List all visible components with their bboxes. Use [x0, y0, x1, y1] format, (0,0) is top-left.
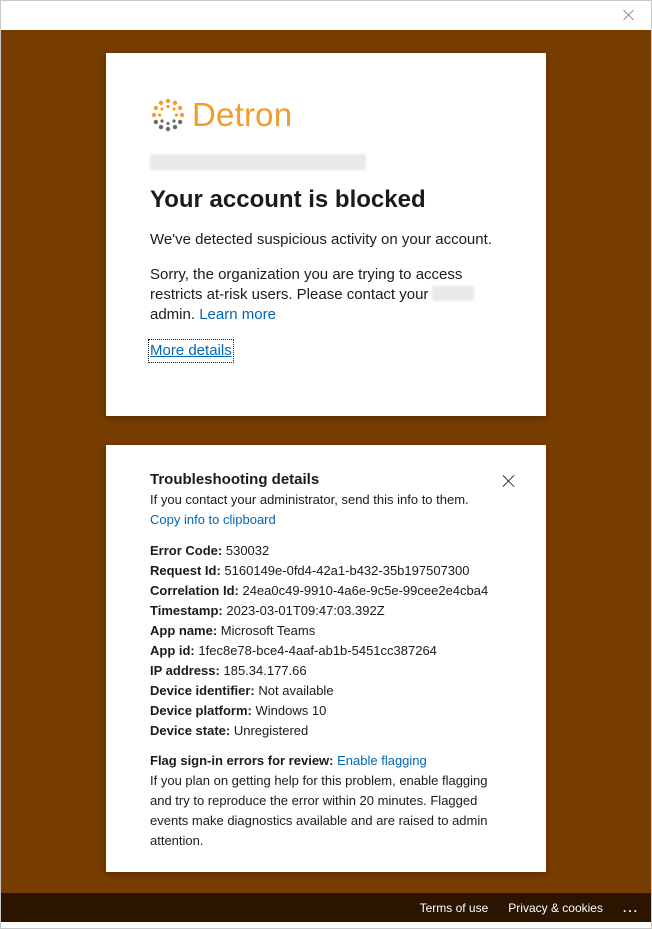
terms-of-use-link[interactable]: Terms of use	[419, 900, 489, 915]
learn-more-link[interactable]: Learn more	[199, 306, 276, 323]
flag-description: If you plan on getting help for this problem, enable flagging and try to reproduce the error within 20 minutes. Flagged events make diagnostics available and are raised to admin attention.	[150, 773, 488, 848]
redacted-email	[150, 154, 366, 170]
detail-timestamp: Timestamp: 2023-03-01T09:47:03.392Z	[150, 603, 385, 618]
footer-links	[420, 893, 651, 922]
sign-in-card	[106, 53, 546, 416]
troubleshooting-title: Troubleshooting details	[150, 471, 320, 488]
detail-error-code: Error Code: 530032	[150, 543, 270, 558]
details-list	[150, 541, 520, 741]
page-title: Your account is blocked	[150, 186, 426, 213]
enable-flagging-link[interactable]: Enable flagging	[337, 753, 427, 768]
logo-text: Detron	[192, 96, 293, 133]
company-logo	[150, 97, 292, 133]
blocked-explanation	[150, 265, 510, 325]
detail-app-name: App name: Microsoft Teams	[150, 623, 316, 638]
suspicious-activity-message: We've detected suspicious activity on your account.	[150, 231, 492, 248]
flag-row	[150, 751, 510, 771]
detail-ip-address: IP address: 185.34.177.66	[150, 663, 307, 678]
close-details-icon[interactable]	[501, 473, 517, 489]
blocked-explanation-text: Sorry, the organization you are trying to access restricts at-risk users. Please contact your	[150, 266, 463, 303]
logo-sunburst-icon	[150, 97, 186, 133]
privacy-cookies-link[interactable]: Privacy & cookies	[508, 900, 603, 915]
footer	[1, 893, 651, 922]
detail-device-platform: Device platform: Windows 10	[150, 703, 327, 718]
redacted-org-name	[432, 286, 474, 301]
troubleshooting-subtitle: If you contact your administrator, send this info to them.	[150, 492, 469, 507]
detail-request-id: Request Id: 5160149e-0fd4-42a1-b432-35b197507300	[150, 563, 470, 578]
flag-label: Flag sign-in errors for review:	[150, 753, 334, 768]
flag-section	[150, 751, 510, 851]
detail-app-id: App id: 1fec8e78-bce4-4aaf-ab1b-5451cc387264	[150, 643, 437, 658]
admin-text: admin.	[150, 306, 196, 323]
detail-device-identifier: Device identifier: Not available	[150, 683, 334, 698]
more-details-link[interactable]: More details	[150, 342, 232, 359]
troubleshooting-card	[106, 445, 546, 872]
copy-to-clipboard-link[interactable]: Copy info to clipboard	[150, 512, 276, 527]
detail-correlation-id: Correlation Id: 24ea0c49-9910-4a6e-9c5e-99cee2e4cba4	[150, 583, 489, 598]
close-icon[interactable]	[621, 7, 637, 23]
detail-device-state: Device state: Unregistered	[150, 723, 309, 738]
title-bar	[1, 1, 651, 30]
more-options-icon[interactable]: ...	[622, 900, 639, 915]
